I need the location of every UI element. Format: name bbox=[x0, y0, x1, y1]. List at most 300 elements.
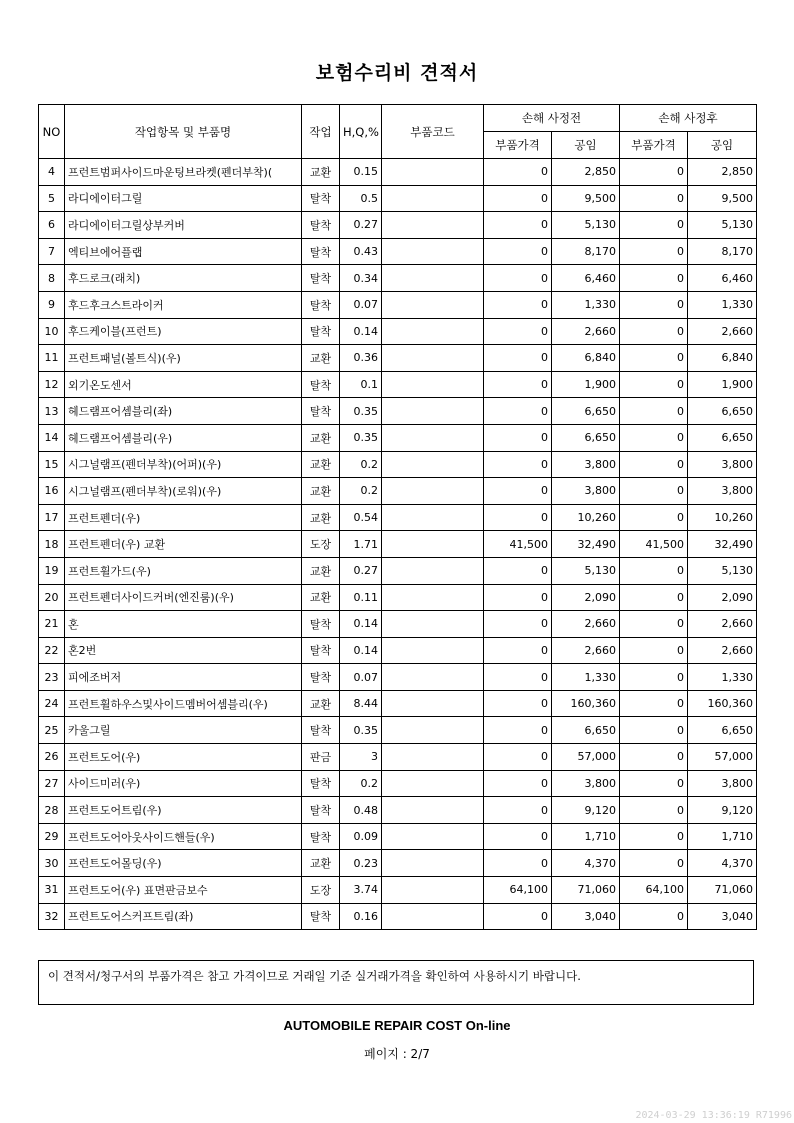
item-name: 시그널램프(펜더부착)(로워)(우) bbox=[65, 478, 302, 505]
hq-value: 0.27 bbox=[340, 557, 382, 584]
hq-value: 0.54 bbox=[340, 504, 382, 531]
work-type: 교환 bbox=[302, 584, 340, 611]
work-type: 교환 bbox=[302, 424, 340, 451]
estimate-rows bbox=[39, 159, 757, 930]
row-no: 22 bbox=[39, 637, 65, 664]
after-part-price: 0 bbox=[620, 371, 688, 398]
before-labor: 3,040 bbox=[552, 903, 620, 930]
before-part-price: 0 bbox=[484, 823, 552, 850]
work-type: 교환 bbox=[302, 159, 340, 186]
after-part-price: 0 bbox=[620, 903, 688, 930]
row-no: 16 bbox=[39, 478, 65, 505]
before-part-price: 64,100 bbox=[484, 877, 552, 904]
hq-value: 0.1 bbox=[340, 371, 382, 398]
before-part-price: 0 bbox=[484, 451, 552, 478]
after-labor: 6,650 bbox=[688, 717, 757, 744]
after-part-price: 0 bbox=[620, 159, 688, 186]
work-type: 교환 bbox=[302, 478, 340, 505]
before-labor: 1,900 bbox=[552, 371, 620, 398]
table-row bbox=[39, 318, 757, 345]
hq-value: 0.07 bbox=[340, 664, 382, 691]
item-name: 프런트도어스커프트림(좌) bbox=[65, 903, 302, 930]
row-no: 10 bbox=[39, 318, 65, 345]
after-part-price: 0 bbox=[620, 504, 688, 531]
row-no: 19 bbox=[39, 557, 65, 584]
item-name: 헤드램프어셈블리(좌) bbox=[65, 398, 302, 425]
before-labor: 1,710 bbox=[552, 823, 620, 850]
after-labor: 3,800 bbox=[688, 478, 757, 505]
hq-value: 0.14 bbox=[340, 637, 382, 664]
after-labor: 6,650 bbox=[688, 424, 757, 451]
after-labor: 5,130 bbox=[688, 557, 757, 584]
after-part-price: 41,500 bbox=[620, 531, 688, 558]
before-part-price: 0 bbox=[484, 690, 552, 717]
row-no: 6 bbox=[39, 212, 65, 239]
part-code bbox=[382, 611, 484, 638]
before-part-price: 0 bbox=[484, 478, 552, 505]
hq-value: 0.35 bbox=[340, 424, 382, 451]
table-row bbox=[39, 265, 757, 292]
part-code bbox=[382, 318, 484, 345]
part-code bbox=[382, 823, 484, 850]
table-row bbox=[39, 823, 757, 850]
item-name: 프런트펜더(우) 교환 bbox=[65, 531, 302, 558]
before-part-price: 41,500 bbox=[484, 531, 552, 558]
item-name: 프런트펜더(우) bbox=[65, 504, 302, 531]
row-no: 15 bbox=[39, 451, 65, 478]
before-labor: 32,490 bbox=[552, 531, 620, 558]
table-row bbox=[39, 424, 757, 451]
table-row bbox=[39, 637, 757, 664]
hq-value: 0.14 bbox=[340, 318, 382, 345]
before-part-price: 0 bbox=[484, 770, 552, 797]
hq-value: 0.2 bbox=[340, 478, 382, 505]
after-labor: 9,120 bbox=[688, 797, 757, 824]
after-labor: 1,710 bbox=[688, 823, 757, 850]
row-no: 12 bbox=[39, 371, 65, 398]
part-code bbox=[382, 159, 484, 186]
print-timestamp: 2024-03-29 13:36:19 R71996 bbox=[635, 1110, 792, 1121]
row-no: 28 bbox=[39, 797, 65, 824]
after-part-price: 0 bbox=[620, 345, 688, 372]
work-type: 탈착 bbox=[302, 238, 340, 265]
row-no: 29 bbox=[39, 823, 65, 850]
work-type: 탈착 bbox=[302, 398, 340, 425]
before-part-price: 0 bbox=[484, 185, 552, 212]
before-labor: 3,800 bbox=[552, 770, 620, 797]
after-part-price: 0 bbox=[620, 664, 688, 691]
part-code bbox=[382, 504, 484, 531]
work-type: 탈착 bbox=[302, 265, 340, 292]
table-row bbox=[39, 664, 757, 691]
table-row bbox=[39, 611, 757, 638]
work-type: 탈착 bbox=[302, 664, 340, 691]
header-before-adjustment: 손해 사정전 bbox=[484, 105, 620, 132]
work-type: 탈착 bbox=[302, 318, 340, 345]
hq-value: 8.44 bbox=[340, 690, 382, 717]
after-part-price: 0 bbox=[620, 584, 688, 611]
before-labor: 71,060 bbox=[552, 877, 620, 904]
after-part-price: 0 bbox=[620, 265, 688, 292]
before-part-price: 0 bbox=[484, 717, 552, 744]
item-name: 혼 bbox=[65, 611, 302, 638]
work-type: 탈착 bbox=[302, 903, 340, 930]
item-name: 프런트펜더사이드커버(엔진룸)(우) bbox=[65, 584, 302, 611]
table-row bbox=[39, 744, 757, 771]
hq-value: 1.71 bbox=[340, 531, 382, 558]
table-row bbox=[39, 903, 757, 930]
before-labor: 57,000 bbox=[552, 744, 620, 771]
header-after-adjustment: 손해 사정후 bbox=[620, 105, 757, 132]
after-labor: 6,650 bbox=[688, 398, 757, 425]
item-name: 프런트도어몰딩(우) bbox=[65, 850, 302, 877]
after-part-price: 0 bbox=[620, 238, 688, 265]
before-labor: 1,330 bbox=[552, 664, 620, 691]
part-code bbox=[382, 717, 484, 744]
item-name: 프런트휠가드(우) bbox=[65, 557, 302, 584]
item-name: 라디에이터그릴상부커버 bbox=[65, 212, 302, 239]
before-part-price: 0 bbox=[484, 371, 552, 398]
before-labor: 5,130 bbox=[552, 212, 620, 239]
work-type: 교환 bbox=[302, 690, 340, 717]
row-no: 23 bbox=[39, 664, 65, 691]
before-part-price: 0 bbox=[484, 398, 552, 425]
table-row bbox=[39, 185, 757, 212]
row-no: 18 bbox=[39, 531, 65, 558]
item-name: 후드로크(래치) bbox=[65, 265, 302, 292]
after-labor: 1,330 bbox=[688, 291, 757, 318]
hq-value: 0.43 bbox=[340, 238, 382, 265]
header-before-part-price: 부품가격 bbox=[484, 132, 552, 159]
after-part-price: 0 bbox=[620, 451, 688, 478]
part-code bbox=[382, 185, 484, 212]
work-type: 탈착 bbox=[302, 611, 340, 638]
hq-value: 0.36 bbox=[340, 345, 382, 372]
after-part-price: 0 bbox=[620, 557, 688, 584]
item-name: 시그널램프(펜더부착)(어퍼)(우) bbox=[65, 451, 302, 478]
table-row bbox=[39, 584, 757, 611]
before-labor: 9,120 bbox=[552, 797, 620, 824]
before-labor: 6,650 bbox=[552, 424, 620, 451]
table-row bbox=[39, 557, 757, 584]
item-name: 프런트도어트림(우) bbox=[65, 797, 302, 824]
after-part-price: 0 bbox=[620, 478, 688, 505]
row-no: 7 bbox=[39, 238, 65, 265]
after-labor: 160,360 bbox=[688, 690, 757, 717]
header-part-code: 부품코드 bbox=[382, 105, 484, 159]
after-labor: 6,460 bbox=[688, 265, 757, 292]
item-name: 엑티브에어플랩 bbox=[65, 238, 302, 265]
hq-value: 0.35 bbox=[340, 717, 382, 744]
table-row bbox=[39, 371, 757, 398]
before-part-price: 0 bbox=[484, 797, 552, 824]
table-row bbox=[39, 398, 757, 425]
table-row bbox=[39, 345, 757, 372]
row-no: 5 bbox=[39, 185, 65, 212]
before-labor: 2,660 bbox=[552, 637, 620, 664]
work-type: 교환 bbox=[302, 451, 340, 478]
work-type: 탈착 bbox=[302, 823, 340, 850]
part-code bbox=[382, 345, 484, 372]
hq-value: 0.2 bbox=[340, 451, 382, 478]
after-part-price: 64,100 bbox=[620, 877, 688, 904]
after-part-price: 0 bbox=[620, 690, 688, 717]
after-labor: 2,090 bbox=[688, 584, 757, 611]
hq-value: 0.15 bbox=[340, 159, 382, 186]
part-code bbox=[382, 371, 484, 398]
before-labor: 9,500 bbox=[552, 185, 620, 212]
table-row bbox=[39, 531, 757, 558]
before-labor: 5,130 bbox=[552, 557, 620, 584]
item-name: 외기온도센서 bbox=[65, 371, 302, 398]
part-code bbox=[382, 478, 484, 505]
row-no: 27 bbox=[39, 770, 65, 797]
table-row bbox=[39, 797, 757, 824]
part-code bbox=[382, 903, 484, 930]
item-name: 피에조버저 bbox=[65, 664, 302, 691]
after-part-price: 0 bbox=[620, 212, 688, 239]
after-labor: 2,660 bbox=[688, 637, 757, 664]
item-name: 프런트도어(우) 표면판금보수 bbox=[65, 877, 302, 904]
work-type: 도장 bbox=[302, 877, 340, 904]
item-name: 카울그릴 bbox=[65, 717, 302, 744]
hq-value: 0.11 bbox=[340, 584, 382, 611]
before-part-price: 0 bbox=[484, 265, 552, 292]
part-code bbox=[382, 797, 484, 824]
item-name: 프런트도어아웃사이드핸들(우) bbox=[65, 823, 302, 850]
before-labor: 6,840 bbox=[552, 345, 620, 372]
row-no: 8 bbox=[39, 265, 65, 292]
footer-brand: AUTOMOBILE REPAIR COST On-line bbox=[283, 1018, 511, 1033]
part-code bbox=[382, 664, 484, 691]
before-part-price: 0 bbox=[484, 584, 552, 611]
work-type: 탈착 bbox=[302, 371, 340, 398]
item-name: 혼2번 bbox=[65, 637, 302, 664]
row-no: 4 bbox=[39, 159, 65, 186]
item-name: 프런트범퍼사이드마운팅브라켓(펜더부착)( bbox=[65, 159, 302, 186]
hq-value: 3 bbox=[340, 744, 382, 771]
row-no: 21 bbox=[39, 611, 65, 638]
hq-value: 0.2 bbox=[340, 770, 382, 797]
after-part-price: 0 bbox=[620, 424, 688, 451]
item-name: 헤드램프어셈블리(우) bbox=[65, 424, 302, 451]
page-title: 보험수리비 견적서 bbox=[315, 62, 479, 84]
before-part-price: 0 bbox=[484, 318, 552, 345]
before-part-price: 0 bbox=[484, 159, 552, 186]
before-labor: 6,650 bbox=[552, 717, 620, 744]
before-labor: 3,800 bbox=[552, 451, 620, 478]
after-labor: 3,800 bbox=[688, 451, 757, 478]
part-code bbox=[382, 690, 484, 717]
header-hq: H,Q,% bbox=[340, 105, 382, 159]
after-part-price: 0 bbox=[620, 398, 688, 425]
item-name: 사이드미러(우) bbox=[65, 770, 302, 797]
table-row bbox=[39, 877, 757, 904]
after-labor: 57,000 bbox=[688, 744, 757, 771]
header-after-labor: 공임 bbox=[688, 132, 757, 159]
before-labor: 1,330 bbox=[552, 291, 620, 318]
part-code bbox=[382, 770, 484, 797]
work-type: 판금 bbox=[302, 744, 340, 771]
item-name: 후드후크스트라이커 bbox=[65, 291, 302, 318]
after-part-price: 0 bbox=[620, 611, 688, 638]
work-type: 탈착 bbox=[302, 637, 340, 664]
header-work: 작업 bbox=[302, 105, 340, 159]
after-labor: 4,370 bbox=[688, 850, 757, 877]
after-labor: 2,850 bbox=[688, 159, 757, 186]
after-labor: 32,490 bbox=[688, 531, 757, 558]
after-part-price: 0 bbox=[620, 823, 688, 850]
before-part-price: 0 bbox=[484, 557, 552, 584]
table-row bbox=[39, 850, 757, 877]
work-type: 탈착 bbox=[302, 797, 340, 824]
before-part-price: 0 bbox=[484, 850, 552, 877]
work-type: 교환 bbox=[302, 850, 340, 877]
row-no: 9 bbox=[39, 291, 65, 318]
item-name: 프런트휠하우스및사이드멤버어셈블리(우) bbox=[65, 690, 302, 717]
after-part-price: 0 bbox=[620, 318, 688, 345]
after-part-price: 0 bbox=[620, 797, 688, 824]
after-labor: 10,260 bbox=[688, 504, 757, 531]
before-labor: 10,260 bbox=[552, 504, 620, 531]
part-code bbox=[382, 850, 484, 877]
table-row bbox=[39, 478, 757, 505]
hq-value: 0.16 bbox=[340, 903, 382, 930]
header-before-labor: 공임 bbox=[552, 132, 620, 159]
row-no: 14 bbox=[39, 424, 65, 451]
row-no: 13 bbox=[39, 398, 65, 425]
part-code bbox=[382, 291, 484, 318]
after-labor: 1,330 bbox=[688, 664, 757, 691]
after-part-price: 0 bbox=[620, 637, 688, 664]
header-item: 작업항목 및 부품명 bbox=[65, 105, 302, 159]
work-type: 탈착 bbox=[302, 212, 340, 239]
table-row bbox=[39, 291, 757, 318]
before-labor: 6,460 bbox=[552, 265, 620, 292]
item-name: 후드케이블(프런트) bbox=[65, 318, 302, 345]
before-part-price: 0 bbox=[484, 291, 552, 318]
after-part-price: 0 bbox=[620, 291, 688, 318]
table-row bbox=[39, 504, 757, 531]
before-labor: 4,370 bbox=[552, 850, 620, 877]
before-part-price: 0 bbox=[484, 345, 552, 372]
before-part-price: 0 bbox=[484, 504, 552, 531]
table-row bbox=[39, 159, 757, 186]
part-code bbox=[382, 744, 484, 771]
table-row bbox=[39, 238, 757, 265]
table-row bbox=[39, 717, 757, 744]
after-labor: 9,500 bbox=[688, 185, 757, 212]
after-part-price: 0 bbox=[620, 717, 688, 744]
work-type: 탈착 bbox=[302, 291, 340, 318]
hq-value: 0.48 bbox=[340, 797, 382, 824]
before-labor: 3,800 bbox=[552, 478, 620, 505]
row-no: 17 bbox=[39, 504, 65, 531]
after-part-price: 0 bbox=[620, 770, 688, 797]
part-code bbox=[382, 531, 484, 558]
before-part-price: 0 bbox=[484, 744, 552, 771]
hq-value: 0.34 bbox=[340, 265, 382, 292]
row-no: 32 bbox=[39, 903, 65, 930]
row-no: 30 bbox=[39, 850, 65, 877]
hq-value: 0.23 bbox=[340, 850, 382, 877]
work-type: 탈착 bbox=[302, 770, 340, 797]
after-labor: 2,660 bbox=[688, 611, 757, 638]
hq-value: 0.35 bbox=[340, 398, 382, 425]
hq-value: 0.07 bbox=[340, 291, 382, 318]
hq-value: 3.74 bbox=[340, 877, 382, 904]
page-number: 페이지 : 2/7 bbox=[364, 1047, 430, 1061]
item-name: 프런트도어(우) bbox=[65, 744, 302, 771]
row-no: 25 bbox=[39, 717, 65, 744]
before-part-price: 0 bbox=[484, 238, 552, 265]
work-type: 교환 bbox=[302, 504, 340, 531]
item-name: 프런트패널(볼트식)(우) bbox=[65, 345, 302, 372]
row-no: 31 bbox=[39, 877, 65, 904]
after-part-price: 0 bbox=[620, 744, 688, 771]
before-labor: 6,650 bbox=[552, 398, 620, 425]
part-code bbox=[382, 398, 484, 425]
part-code bbox=[382, 451, 484, 478]
table-row bbox=[39, 212, 757, 239]
hq-value: 0.5 bbox=[340, 185, 382, 212]
after-labor: 2,660 bbox=[688, 318, 757, 345]
item-name: 라디에이터그릴 bbox=[65, 185, 302, 212]
after-part-price: 0 bbox=[620, 850, 688, 877]
after-labor: 1,900 bbox=[688, 371, 757, 398]
header-no: NO bbox=[39, 105, 65, 159]
estimate-table bbox=[38, 104, 757, 930]
work-type: 탈착 bbox=[302, 185, 340, 212]
after-labor: 6,840 bbox=[688, 345, 757, 372]
part-code bbox=[382, 584, 484, 611]
hq-value: 0.14 bbox=[340, 611, 382, 638]
header-after-part-price: 부품가격 bbox=[620, 132, 688, 159]
before-part-price: 0 bbox=[484, 637, 552, 664]
table-row bbox=[39, 690, 757, 717]
after-labor: 5,130 bbox=[688, 212, 757, 239]
before-labor: 160,360 bbox=[552, 690, 620, 717]
table-row bbox=[39, 770, 757, 797]
price-notice: 이 견적서/청구서의 부품가격은 참고 가격이므로 거래일 기준 실거래가격을 확인하여 사용하시기 바랍니다. bbox=[38, 960, 754, 1005]
before-part-price: 0 bbox=[484, 424, 552, 451]
after-labor: 3,040 bbox=[688, 903, 757, 930]
before-part-price: 0 bbox=[484, 212, 552, 239]
after-part-price: 0 bbox=[620, 185, 688, 212]
after-labor: 3,800 bbox=[688, 770, 757, 797]
hq-value: 0.27 bbox=[340, 212, 382, 239]
row-no: 11 bbox=[39, 345, 65, 372]
row-no: 24 bbox=[39, 690, 65, 717]
part-code bbox=[382, 637, 484, 664]
after-labor: 8,170 bbox=[688, 238, 757, 265]
work-type: 도장 bbox=[302, 531, 340, 558]
before-part-price: 0 bbox=[484, 611, 552, 638]
work-type: 교환 bbox=[302, 557, 340, 584]
part-code bbox=[382, 265, 484, 292]
before-labor: 2,660 bbox=[552, 318, 620, 345]
row-no: 26 bbox=[39, 744, 65, 771]
after-labor: 71,060 bbox=[688, 877, 757, 904]
before-labor: 2,660 bbox=[552, 611, 620, 638]
part-code bbox=[382, 877, 484, 904]
before-labor: 2,090 bbox=[552, 584, 620, 611]
part-code bbox=[382, 212, 484, 239]
row-no: 20 bbox=[39, 584, 65, 611]
work-type: 탈착 bbox=[302, 717, 340, 744]
before-labor: 2,850 bbox=[552, 159, 620, 186]
hq-value: 0.09 bbox=[340, 823, 382, 850]
